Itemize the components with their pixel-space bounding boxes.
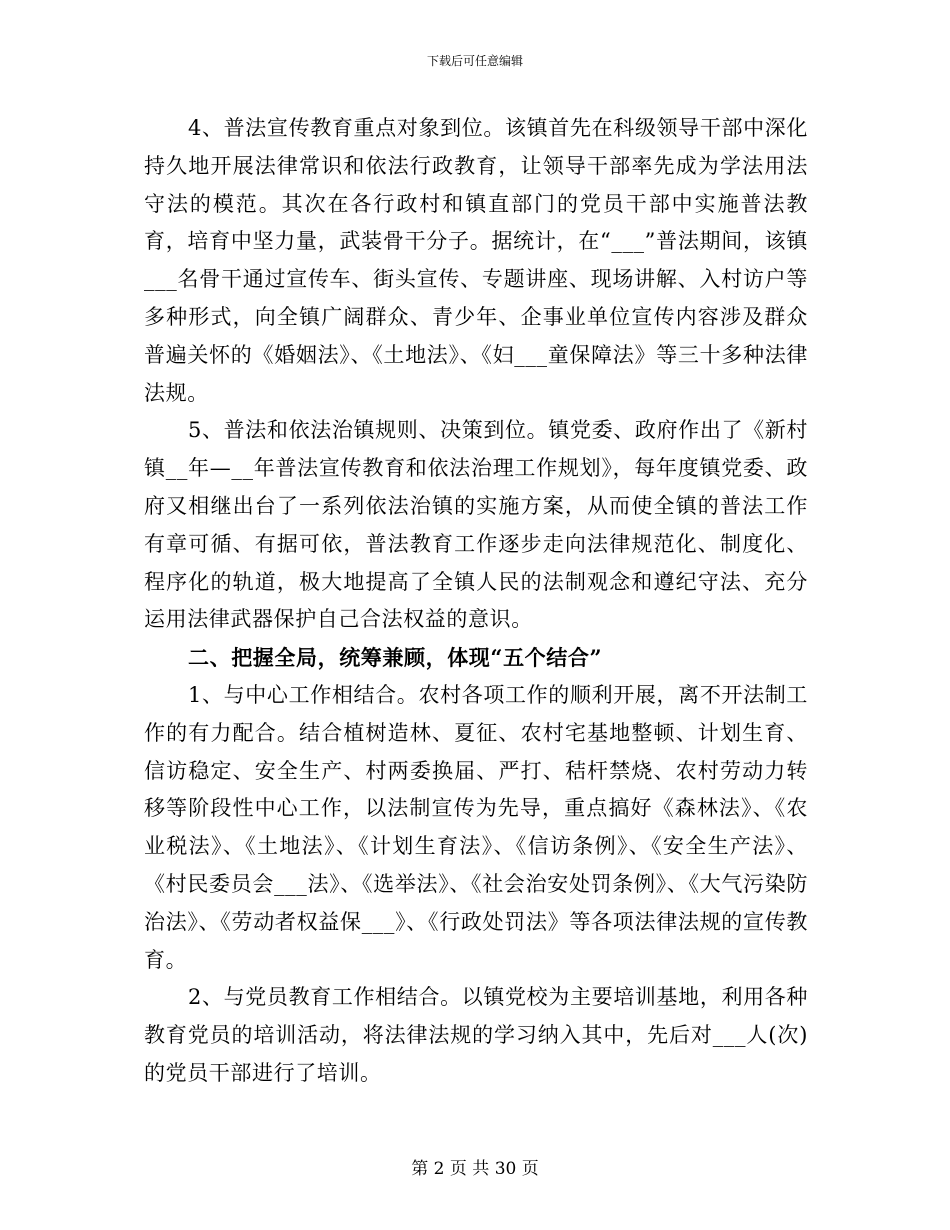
paragraph-4-key-targets: 4、普法宣传教育重点对象到位。该镇首先在科级领导干部中深化持久地开展法律常识和依法行政教育，让领导干部率先成为学法用法守法的模范。其次在各行政村和镇直部门的党员干部中实施普法教育，培育中坚力量，武装骨干分子。据统计，在“___”普法期间，该镇___名骨干通过宣传车、街头宣传、专题讲座、现场讲解、入村访户等多种形式，向全镇广阔群众、青少年、企事业单位宣传内容涉及群众普遍关怀的《婚姻法》、《土地法》、《妇___童保障法》等三十多种法律法规。 bbox=[144, 116, 808, 405]
paragraph-5-rules-decisions: 5、普法和依法治镇规则、决策到位。镇党委、政府作出了《新村镇__年—__年普法宣传教育和依法治理工作规划》，每年度镇党委、政府又相继出台了一系列依法治镇的实施方案，从而使全镇的普法工作有章可循、有据可依，普法教育工作逐步走向法律规范化、制度化、程序化的轨道，极大地提高了全镇人民的法制观念和遵纪守法、充分运用法律武器保护自己合法权益的意识。 bbox=[144, 418, 808, 632]
header-note: 下载后可任意编辑 bbox=[426, 54, 523, 68]
section-heading-five-combinations: 二、把握全局，统筹兼顾，体现“五个结合” bbox=[188, 645, 603, 671]
document-body bbox=[144, 110, 808, 1093]
paragraph-1-central-work: 1、与中心工作相结合。农村各项工作的顺利开展，离不开法制工作的有力配合。结合植树造林、夏征、农村宅基地整顿、计划生育、信访稳定、安全生产、村两委换届、严打、秸杆禁烧、农村劳动力转移等阶段性中心工作，以法制宣传为先导，重点搞好《森林法》、《农业税法》、《土地法》、《计划生育法》、《信访条例》、《安全生产法》、《村民委员会___法》、《选举法》、《社会治安处罚条例》、《大气污染防治法》、《劳动者权益保___》、《行政处罚法》等各项法律法规的宣传教育。 bbox=[144, 682, 808, 972]
page-number-footer: 第 2 页 共 30 页 bbox=[411, 1159, 539, 1179]
paragraph-2-party-education: 2、与党员教育工作相结合。以镇党校为主要培训基地，利用各种教育党员的培训活动，将法律法规的学习纳入其中，先后对___人(次)的党员干部进行了培训。 bbox=[144, 985, 808, 1085]
